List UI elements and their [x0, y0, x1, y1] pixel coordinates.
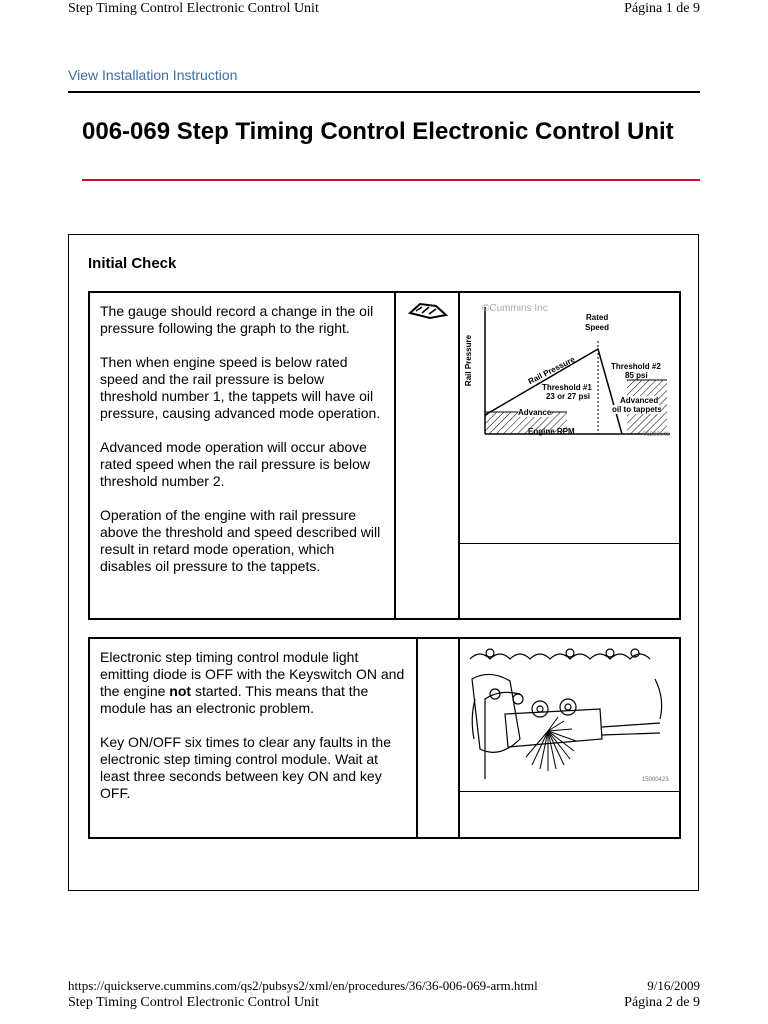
- figure-cell: [459, 292, 680, 619]
- figure-id: 15000423: [641, 777, 669, 783]
- section-heading: Initial Check: [88, 255, 177, 272]
- step-text-cell: [89, 638, 417, 838]
- step-paragraph: Operation of the engine with rail pressure above the threshold and speed described will result in retard mode operation, which disables oil pressure to the tappets.: [100, 507, 381, 574]
- step-table-1: [88, 291, 681, 620]
- icon-cell: [395, 292, 459, 619]
- step-paragraph: Then when engine speed is below rated speed and the rail pressure is below threshold number 1, the tappets will have oil pressure, causing advanced mode operation.: [100, 354, 381, 421]
- figure-cell: [459, 638, 680, 838]
- threshold-1-label: Threshold #1: [541, 383, 592, 392]
- figure-id: 06200048: [642, 432, 670, 438]
- advance-label: Advance: [517, 408, 552, 417]
- footer-url: https://quickserve.cummins.com/qs2/pubsys2/xml/en/procedures/36/36-006-069-arm.html: [68, 978, 538, 993]
- copyright-text: ©Cummins Inc: [481, 303, 548, 314]
- module-led-illustration: [460, 639, 680, 791]
- footer-date: 9/16/2009: [647, 978, 700, 993]
- emphasis-text: not: [169, 683, 192, 699]
- view-installation-link[interactable]: View Installation Instruction: [68, 67, 238, 83]
- speed-label: Speed: [584, 323, 609, 332]
- header-page-number: Página 2 de 9: [624, 995, 700, 1010]
- threshold-2-value: 85 psi: [624, 371, 648, 380]
- threshold-2-label: Threshold #2: [610, 362, 661, 371]
- step-text-cell: [89, 292, 395, 619]
- header-title: Step Timing Control Electronic Control Unit: [68, 1, 319, 16]
- x-axis-label: Engine RPM: [527, 427, 575, 436]
- step-paragraph: Electronic step timing control module light emitting diode is OFF with the Keyswitch ON and the engine not started. This means that the module has an electronic problem.: [100, 649, 405, 716]
- divider: [68, 91, 700, 93]
- header-title: Step Timing Control Electronic Control Unit: [68, 995, 319, 1010]
- header-page-number: Página 1 de 9: [624, 1, 700, 16]
- rail-pressure-graph: [460, 293, 680, 543]
- rail-pressure-line-label: Rail Pressure: [526, 354, 577, 387]
- step-paragraph: The gauge should record a change in the oil pressure following the graph to the right.: [100, 303, 374, 336]
- measure-gauge-icon: [396, 293, 458, 323]
- step-paragraph: Key ON/OFF six times to clear any faults in the electronic step timing control module. Wait at least three seconds between key ON and key OFF.: [100, 734, 391, 801]
- page-title: 006-069 Step Timing Control Electronic Control Unit: [82, 118, 674, 145]
- step-paragraph: Advanced mode operation will occur above rated speed when the rail pressure is below threshold number 2.: [100, 439, 371, 489]
- rated-label: Rated: [585, 313, 609, 322]
- oil-to-tappets-label: oil to tappets: [611, 405, 662, 414]
- step-table-2: [88, 637, 681, 839]
- title-underline: [82, 179, 700, 181]
- advanced-label: Advanced: [619, 396, 659, 405]
- y-axis-label: Rail Pressure: [464, 334, 474, 387]
- icon-cell: [417, 638, 459, 838]
- threshold-1-value: 23 or 27 psi: [545, 392, 591, 401]
